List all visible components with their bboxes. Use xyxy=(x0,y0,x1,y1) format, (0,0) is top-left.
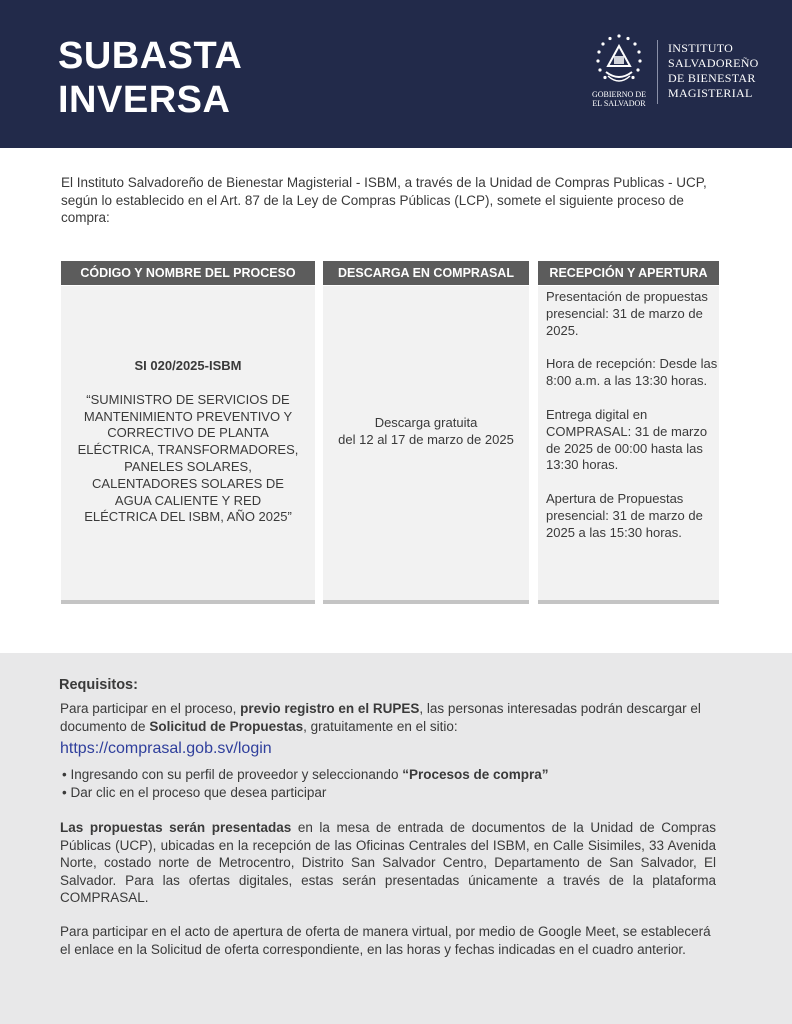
req-p1-bold-solicitud: Solicitud de Propuestas xyxy=(149,718,304,734)
intro-paragraph: El Instituto Salvadoreño de Bienestar Magisterial - ISBM, a través de la Unidad de Compras Publicas - UCP, según lo establecido en el Art. 87 de la Ley de Compras Públicas (LCP), somete el siguiente proceso de compra: xyxy=(61,175,707,225)
requirements-paragraph-1 xyxy=(60,700,716,735)
reception-item: Entrega digital en COMPRASAL: 31 de marzo de 2025 de 00:00 hasta las 13:30 horas. xyxy=(546,406,708,473)
table-cell-download xyxy=(323,286,529,604)
req-p1-text: , las personas interesadas podrán descargar el documento de xyxy=(60,701,701,734)
process-code: SI 020/2025-ISBM xyxy=(134,358,242,373)
bullet-text: Ingresando con su perfil de proveedor y seleccionando xyxy=(70,767,403,782)
download-line-2: del 12 al 17 de marzo de 2025 xyxy=(338,432,514,447)
requirements-paragraph-3: Para participar en el acto de apertura de oferta de manera virtual, por medio de Google Meet, se establecerá el enlace en la Solicitud de oferta correspondiente, en las horas y fechas indicadas en el cuadro anterior. xyxy=(60,924,711,957)
table-header-download: DESCARGA EN COMPRASAL xyxy=(323,261,529,285)
table-cell-process xyxy=(61,286,315,604)
government-seal-icon xyxy=(588,32,650,92)
inst-line-2: SALVADOREÑO xyxy=(668,56,759,70)
list-item: • Dar clic en el proceso que desea participar xyxy=(62,784,712,802)
bullet-bold: “Procesos de compra” xyxy=(402,767,549,782)
comprasal-link[interactable]: https://comprasal.gob.sv/login xyxy=(60,740,272,757)
process-name: “SUMINISTRO DE SERVICIOS DE MANTENIMIENTO PREVENTIVO Y CORRECTIVO DE PLANTA ELÉCTRICA, TRANSFORMADORES, PANELES SOLARES, CALENTADORES SOLARES DE AGUA CALIENTE Y RED ELÉCTRICA DEL ISBM, AÑO 2025” xyxy=(77,391,299,525)
gov-line-1: GOBIERNO DE xyxy=(592,90,646,99)
table-cell-reception xyxy=(538,286,719,604)
list-item xyxy=(62,766,712,784)
title-line-1: SUBASTA xyxy=(58,35,243,77)
gov-line-2: EL SALVADOR xyxy=(592,99,646,108)
page-title xyxy=(58,34,242,122)
header-divider xyxy=(657,40,658,104)
inst-line-3: DE BIENESTAR xyxy=(668,71,756,85)
requirements-paragraph-2 xyxy=(60,819,716,907)
download-line-1: Descarga gratuita xyxy=(374,415,478,430)
requirements-title: Requisitos: xyxy=(59,677,138,693)
reception-item: Apertura de Propuestas presencial: 31 de marzo de 2025 a las 15:30 horas. xyxy=(546,491,703,540)
req-p1-text: , gratuitamente en el sitio: xyxy=(303,718,458,734)
req-p1-text: Para participar en el proceso, xyxy=(60,701,241,716)
header-banner xyxy=(0,0,792,148)
reception-item: Presentación de propuestas presencial: 31 de marzo de 2025. xyxy=(546,289,708,338)
req-p2-text: en la mesa de entrada de documentos de la Unidad de Compras Públicas (UCP), ubicadas en la recepción de las Oficinas Centrales del ISBM, en Calle Sisimiles, 33 Avenida Norte, costado norte de Metrocentro, Distrito San Salvador Centro, Departamento de San Salvador, El Salvador. Para las ofertas digitales, estas serán presentadas únicamente a través de la plataforma COMPRASAL. xyxy=(60,820,716,905)
table-header-reception: RECEPCIÓN Y APERTURA xyxy=(538,261,719,285)
requirements-bullets xyxy=(62,766,712,802)
req-p2-bold: Las propuestas serán presentadas xyxy=(60,820,292,835)
institution-name xyxy=(668,41,788,101)
inst-line-4: MAGISTERIAL xyxy=(668,86,753,100)
title-line-2: INVERSA xyxy=(58,79,231,121)
government-label xyxy=(584,90,654,108)
req-p1-bold-rupes: previo registro en el RUPES xyxy=(240,701,420,716)
inst-line-1: INSTITUTO xyxy=(668,41,734,55)
reception-item: Hora de recepción: Desde las 8:00 a.m. a las 13:30 horas. xyxy=(546,356,718,389)
table-header-process: CÓDIGO Y NOMBRE DEL PROCESO xyxy=(61,261,315,285)
